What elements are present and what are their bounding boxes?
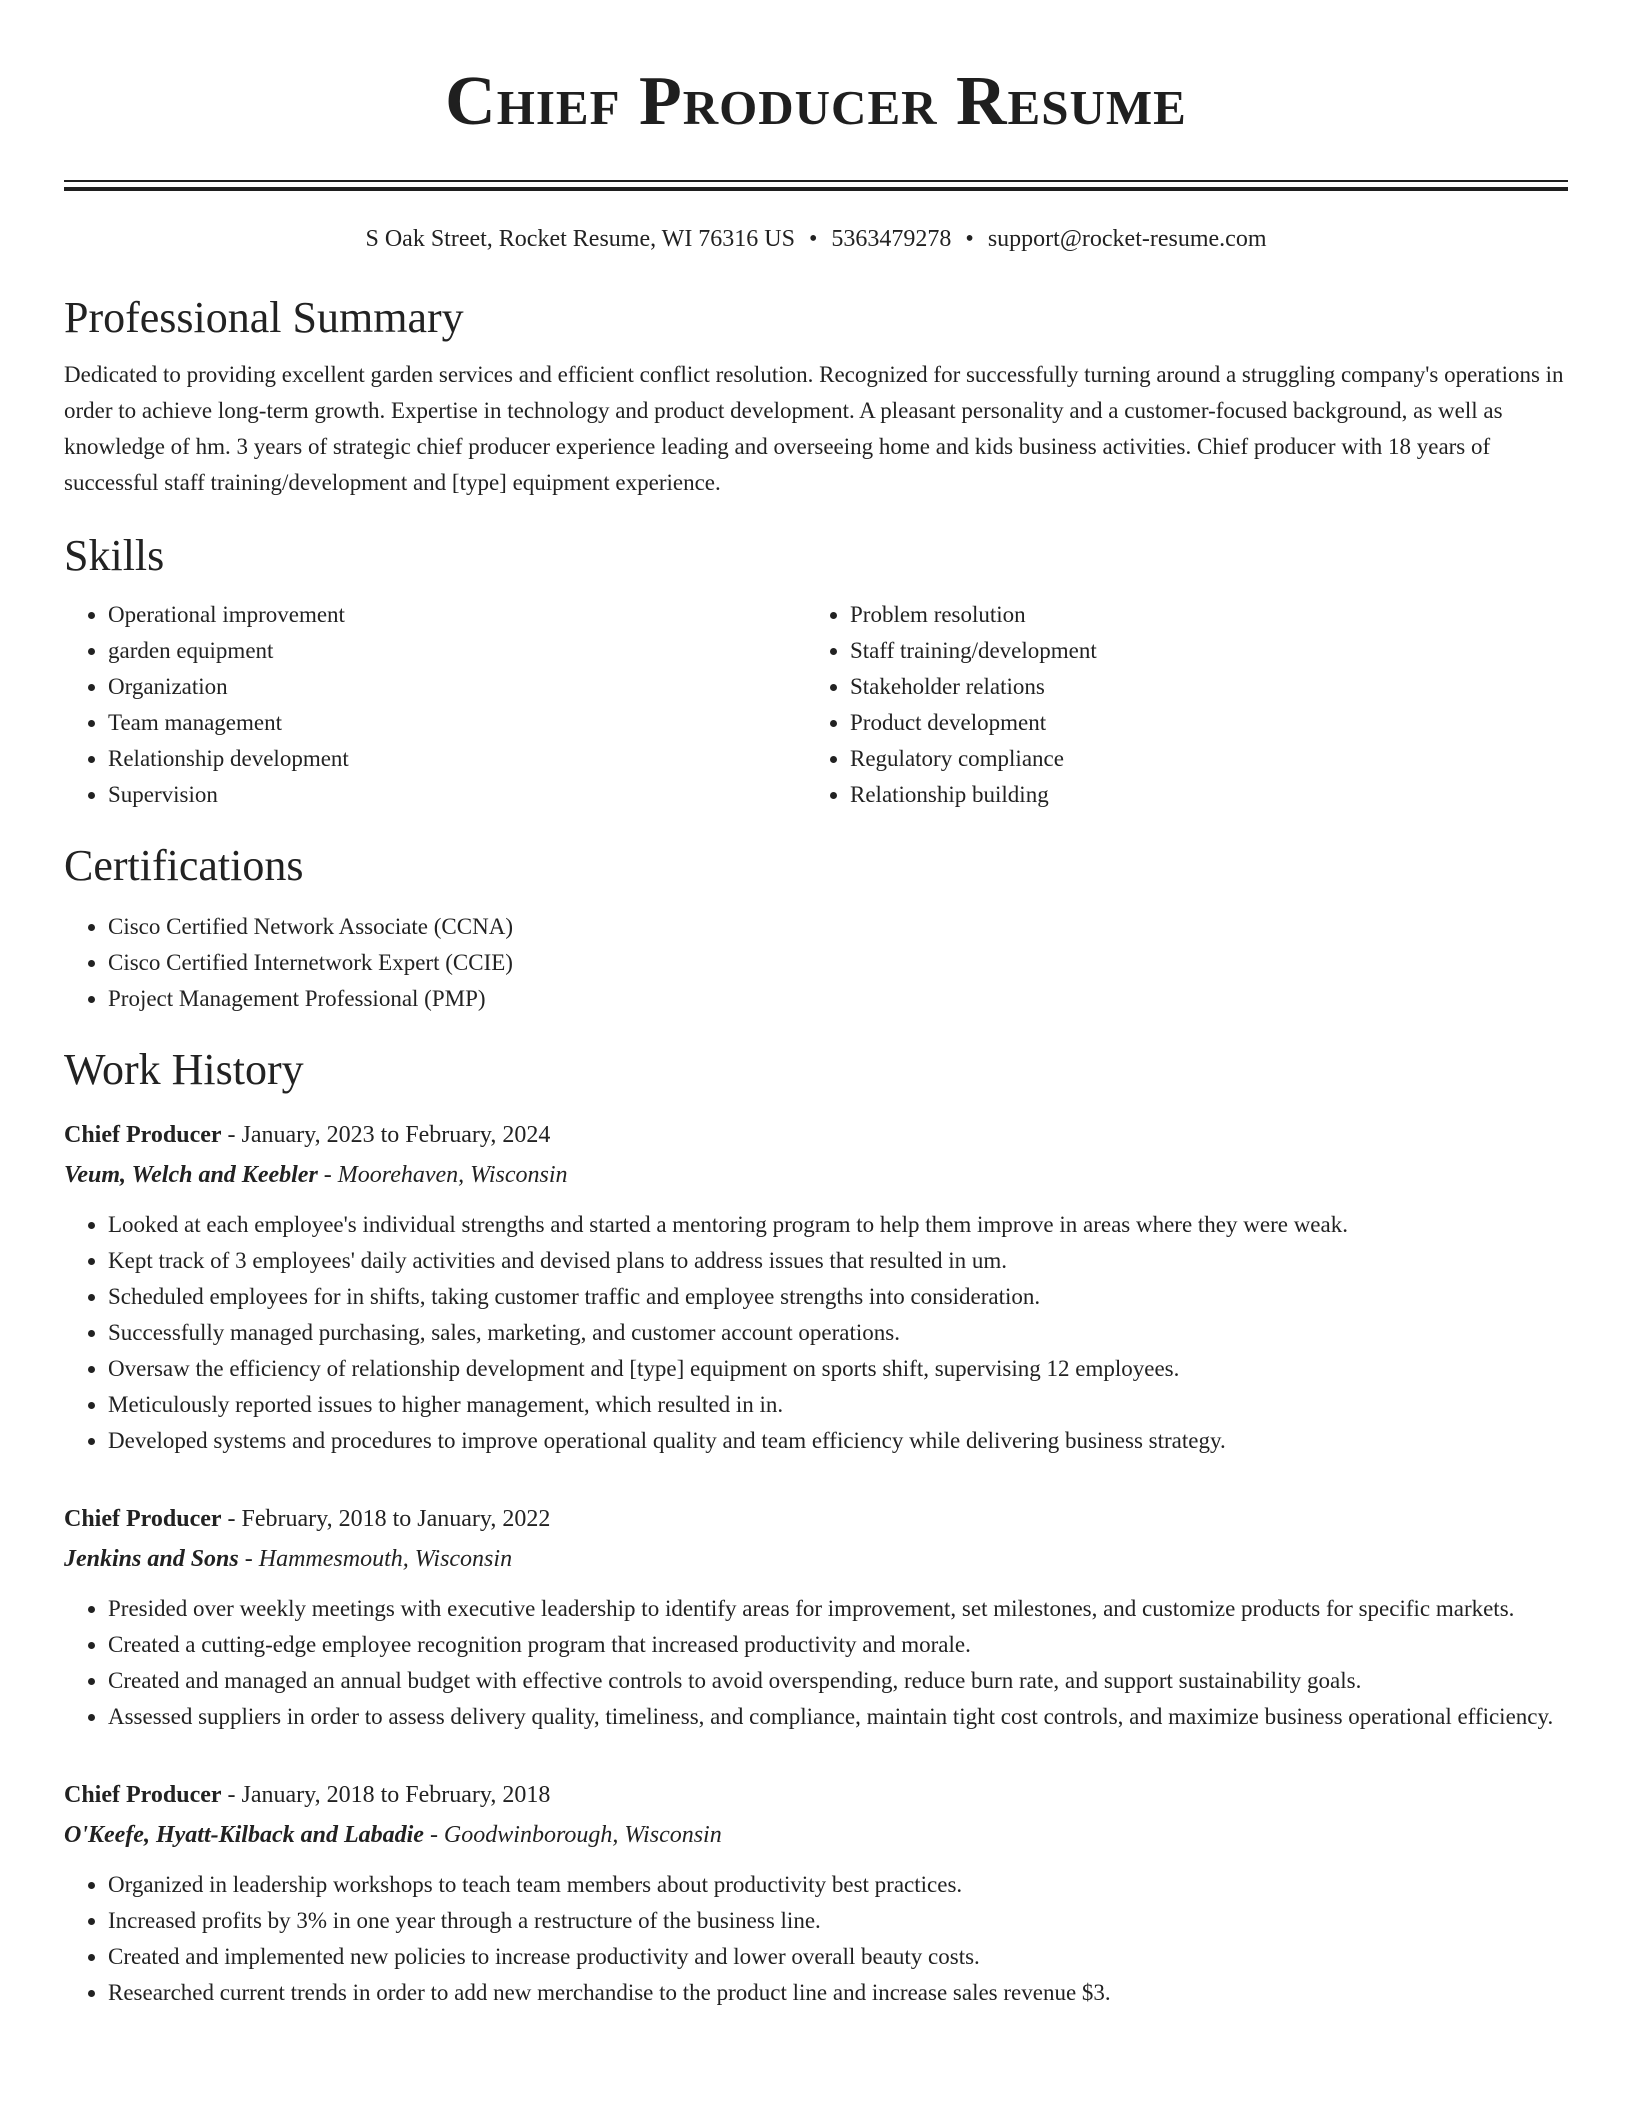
skills-list-left bbox=[64, 597, 806, 813]
job-company: Jenkins and Sons bbox=[64, 1546, 239, 1572]
contact-separator: • bbox=[809, 226, 818, 252]
job-bullet: • Assessed suppliers in order to assess delivery quality, timeliness, and compliance, maintain tight cost controls, and maximize business operational efficiency. bbox=[108, 1699, 1568, 1735]
job-entry bbox=[64, 1775, 1568, 2011]
title-divider bbox=[64, 180, 1568, 191]
skill-item: • Stakeholder relations bbox=[850, 669, 1548, 705]
job-location: - Goodwinborough, Wisconsin bbox=[423, 1822, 722, 1848]
job-bullet: • Organized in leadership workshops to teach team members about productivity best practices. bbox=[108, 1867, 1568, 1903]
job-bullet: • Presided over weekly meetings with executive leadership to identify areas for improvement, set milestones, and customize products for specific markets. bbox=[108, 1591, 1568, 1627]
job-location: - Hammesmouth, Wisconsin bbox=[238, 1546, 513, 1572]
job-bullets bbox=[64, 1867, 1568, 2011]
contact-separator: • bbox=[965, 226, 974, 252]
skill-item: • Regulatory compliance bbox=[850, 741, 1548, 777]
skill-item: • Staff training/development bbox=[850, 633, 1548, 669]
job-bullet: • Kept track of 3 employees' daily activities and devised plans to address issues that resulted in um. bbox=[108, 1243, 1568, 1279]
certifications-heading: Certifications bbox=[64, 841, 304, 890]
job-bullets bbox=[64, 1591, 1568, 1735]
skills-list-right bbox=[806, 597, 1548, 813]
job-title: Chief Producer bbox=[64, 1506, 222, 1532]
job-header bbox=[64, 1115, 1568, 1155]
skills-heading: Skills bbox=[64, 531, 165, 580]
job-dates: - January, 2018 to February, 2018 bbox=[221, 1782, 551, 1808]
job-bullet: • Oversaw the efficiency of relationship development and [type] equipment on sports shift, supervising 12 employees. bbox=[108, 1351, 1568, 1387]
job-entry bbox=[64, 1115, 1568, 1459]
work-history-heading: Work History bbox=[64, 1045, 304, 1094]
job-bullet: • Successfully managed purchasing, sales, marketing, and customer account operations. bbox=[108, 1315, 1568, 1351]
resume-title: Chief Producer Resume bbox=[445, 63, 1187, 140]
job-company: Veum, Welch and Keebler bbox=[64, 1162, 318, 1188]
work-history-section bbox=[64, 1043, 1568, 2011]
skill-item: • Product development bbox=[850, 705, 1548, 741]
summary-text: Dedicated to providing excellent garden services and efficient conflict resolution. Recognized for successfully turning around a struggling company's operations in order to achieve long-term growth. Expertise in technology and product development. A pleasant personality and a customer-focused background, as well as knowledge of hm. 3 years of strategic chief producer experience leading and overseeing home and kids business activities. Chief producer with 18 years of successful staff training/development and [type] equipment experience. bbox=[64, 362, 1564, 495]
job-employer bbox=[64, 1539, 1568, 1579]
skill-item: • Problem resolution bbox=[850, 597, 1548, 633]
skill-item: • Relationship building bbox=[850, 777, 1548, 813]
job-company: O'Keefe, Hyatt-Kilback and Labadie bbox=[64, 1822, 424, 1848]
job-bullets bbox=[64, 1207, 1568, 1459]
job-bullet: • Developed systems and procedures to improve operational quality and team efficiency while delivering business strategy. bbox=[108, 1423, 1568, 1459]
job-bullet: • Created and managed an annual budget with effective controls to avoid overspending, reduce burn rate, and support sustainability goals. bbox=[108, 1663, 1568, 1699]
certification-item: • Cisco Certified Internetwork Expert (CCIE) bbox=[108, 945, 1568, 981]
job-bullet: • Increased profits by 3% in one year through a restructure of the business line. bbox=[108, 1903, 1568, 1939]
skills-grid bbox=[64, 597, 1568, 813]
certification-item: • Cisco Certified Network Associate (CCNA) bbox=[108, 909, 1568, 945]
contact-address: S Oak Street, Rocket Resume, WI 76316 US bbox=[365, 226, 795, 252]
skill-item: • Team management bbox=[108, 705, 806, 741]
skill-item: • garden equipment bbox=[108, 633, 806, 669]
job-entry bbox=[64, 1499, 1568, 1735]
certifications-list bbox=[64, 909, 1568, 1017]
job-bullet: • Meticulously reported issues to higher management, which resulted in in. bbox=[108, 1387, 1568, 1423]
contact-phone: 5363479278 bbox=[831, 226, 952, 252]
skill-item: • Operational improvement bbox=[108, 597, 806, 633]
job-bullet: • Scheduled employees for in shifts, taking customer traffic and employee strengths into consideration. bbox=[108, 1279, 1568, 1315]
contact-line bbox=[64, 223, 1568, 255]
job-header bbox=[64, 1499, 1568, 1539]
contact-email: support@rocket-resume.com bbox=[987, 226, 1267, 252]
job-dates: - January, 2023 to February, 2024 bbox=[221, 1122, 551, 1148]
certification-item: • Project Management Professional (PMP) bbox=[108, 981, 1568, 1017]
summary-section bbox=[64, 291, 1568, 501]
job-employer bbox=[64, 1155, 1568, 1195]
skill-item: • Organization bbox=[108, 669, 806, 705]
skill-item: • Relationship development bbox=[108, 741, 806, 777]
job-dates: - February, 2018 to January, 2022 bbox=[221, 1506, 551, 1532]
job-location: - Moorehaven, Wisconsin bbox=[317, 1162, 568, 1188]
job-bullet: • Created a cutting-edge employee recognition program that increased productivity and morale. bbox=[108, 1627, 1568, 1663]
job-title: Chief Producer bbox=[64, 1782, 222, 1808]
job-bullet: • Researched current trends in order to add new merchandise to the product line and increase sales revenue $3. bbox=[108, 1975, 1568, 2011]
job-bullet: • Looked at each employee's individual strengths and started a mentoring program to help them improve in areas where they were weak. bbox=[108, 1207, 1568, 1243]
skill-item: • Supervision bbox=[108, 777, 806, 813]
skills-section bbox=[64, 529, 1568, 813]
job-title: Chief Producer bbox=[64, 1122, 222, 1148]
certifications-section bbox=[64, 839, 1568, 1017]
job-header bbox=[64, 1775, 1568, 1815]
summary-heading: Professional Summary bbox=[64, 293, 464, 342]
job-employer bbox=[64, 1815, 1568, 1855]
job-bullet: • Created and implemented new policies to increase productivity and lower overall beauty costs. bbox=[108, 1939, 1568, 1975]
